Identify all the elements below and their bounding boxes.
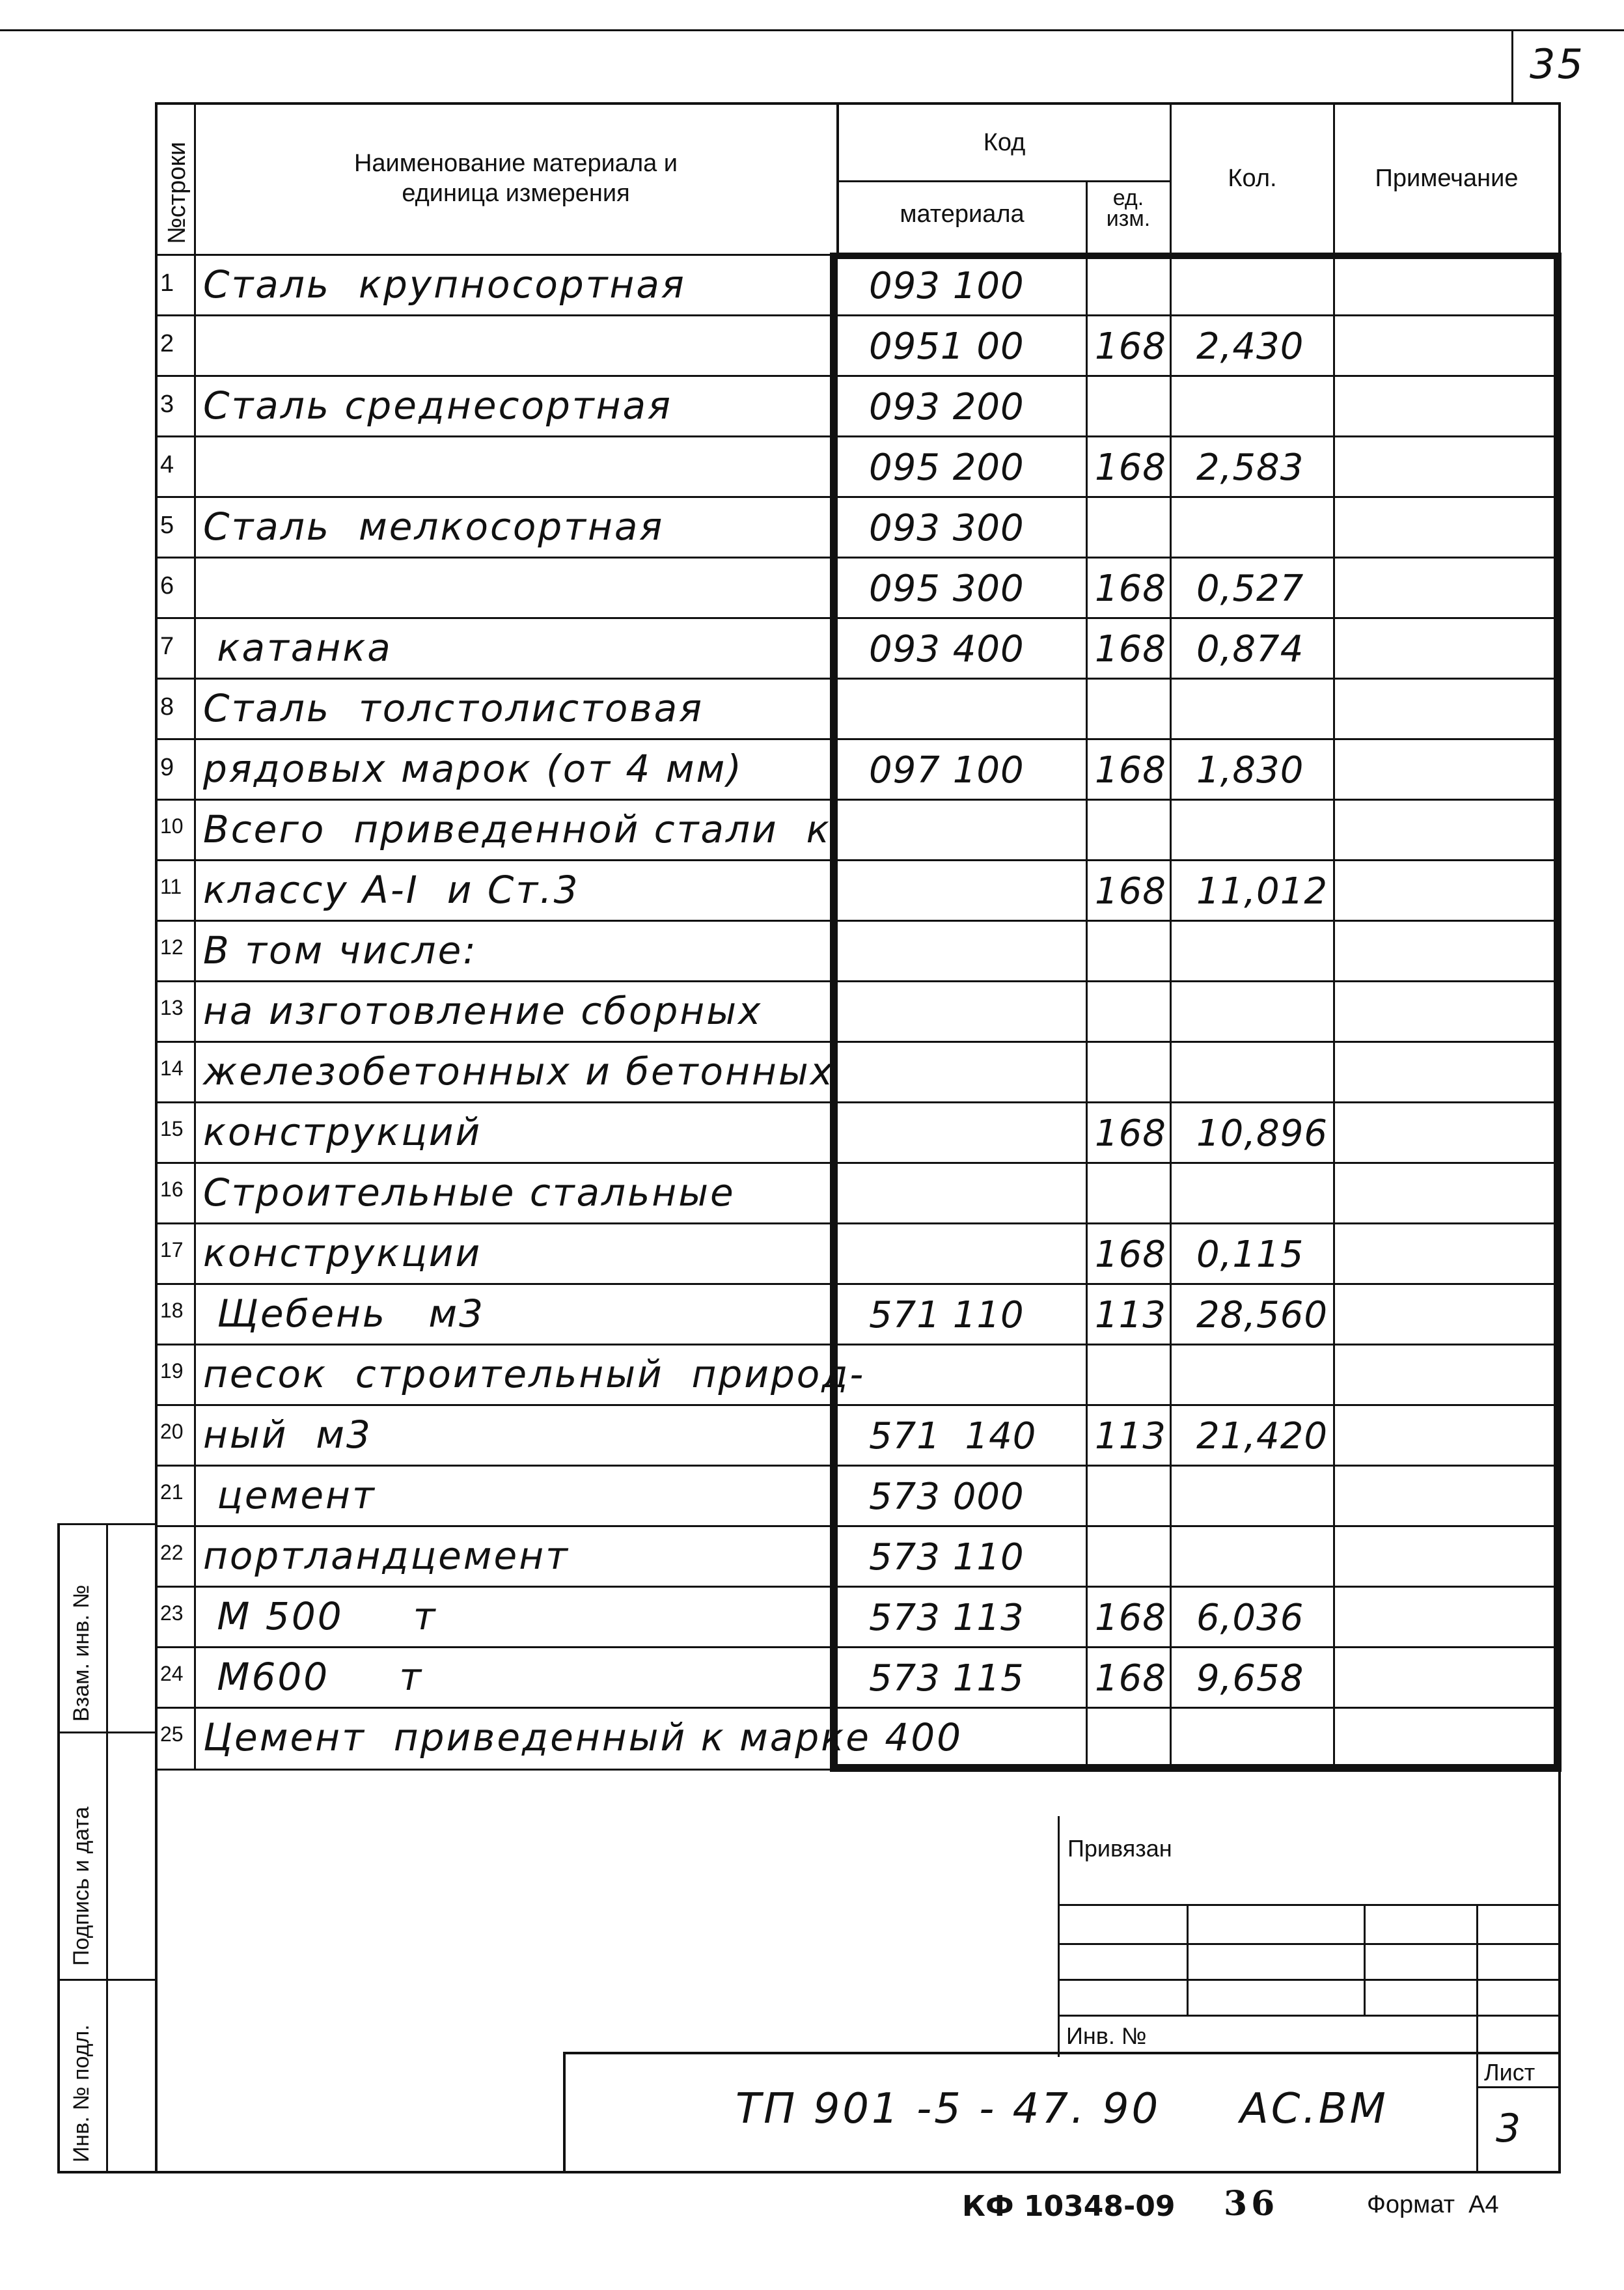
row-number: 20 — [160, 1420, 184, 1443]
material-name: Сталь среднесортная — [203, 383, 672, 428]
row-number: 4 — [160, 451, 174, 478]
material-name: Щебень м3 — [203, 1291, 486, 1336]
table-row — [0, 1284, 1624, 1345]
material-name: Строительные стальные — [203, 1170, 736, 1215]
material-name: железобетонных и бетонных — [203, 1049, 834, 1094]
unit-code: 113 — [1095, 1415, 1166, 1457]
quantity: 1,830 — [1196, 749, 1304, 792]
unit-code: 168 — [1095, 749, 1166, 792]
material-code: 093 400 — [869, 628, 1025, 670]
quantity: 11,012 — [1196, 870, 1328, 913]
row-number: 17 — [160, 1238, 184, 1262]
material-name: Сталь крупносортная — [203, 262, 686, 307]
material-name: Цемент приведенный к марке 400 — [203, 1715, 963, 1759]
table-row — [0, 921, 1624, 982]
material-code: 093 100 — [869, 265, 1025, 307]
quantity: 2,583 — [1196, 447, 1304, 489]
row-number: 1 — [160, 269, 174, 297]
row-number: 5 — [160, 512, 174, 539]
table-row — [0, 376, 1624, 437]
material-code: 0951 00 — [869, 325, 1025, 368]
sheet-number: 3 — [1496, 2106, 1523, 2151]
row-number: 22 — [160, 1541, 184, 1564]
table-row — [0, 1466, 1624, 1526]
quantity: 10,896 — [1196, 1112, 1328, 1155]
quantity: 2,430 — [1196, 325, 1304, 368]
quantity: 0,527 — [1196, 568, 1304, 610]
material-name: конструкций — [203, 1110, 482, 1154]
material-code: 573 113 — [869, 1597, 1025, 1639]
quantity: 0,874 — [1196, 628, 1304, 670]
header-quantity: Кол. — [1228, 165, 1277, 192]
unit-code: 113 — [1095, 1294, 1166, 1336]
quantity: 9,658 — [1196, 1657, 1304, 1700]
material-name: конструкции — [203, 1231, 482, 1275]
footer-format: Формат А4 — [1367, 2191, 1499, 2218]
table-row — [0, 316, 1624, 376]
material-code: 573 000 — [869, 1476, 1025, 1518]
header-unit-line2: изм. — [1106, 206, 1151, 232]
table-row — [0, 255, 1624, 316]
table-row — [0, 558, 1624, 618]
material-name: Всего приведенной стали к — [203, 807, 831, 851]
material-code: 093 200 — [869, 386, 1025, 428]
table-row — [0, 1345, 1624, 1405]
material-name: классу А-I и Ст.3 — [203, 868, 580, 912]
material-name: на изготовление сборных — [203, 989, 763, 1033]
header-name-line2: единица измерения — [402, 180, 630, 207]
row-number: 16 — [160, 1178, 184, 1201]
material-code: 573 115 — [869, 1657, 1025, 1700]
side-label-inv: Инв. № подл. — [69, 2024, 94, 2162]
material-name: В том числе: — [203, 928, 478, 973]
footer-number: 36 — [1224, 2184, 1279, 2224]
material-name: ный м3 — [203, 1413, 372, 1457]
unit-code: 168 — [1095, 447, 1166, 489]
row-number: 8 — [160, 693, 174, 721]
material-name: песок строительный природ- — [203, 1352, 866, 1396]
row-number: 7 — [160, 633, 174, 660]
table-row — [0, 1042, 1624, 1103]
page-number: 35 — [1530, 40, 1585, 88]
unit-code: 168 — [1095, 628, 1166, 670]
material-code: 571 140 — [869, 1415, 1037, 1457]
table-row — [0, 861, 1624, 921]
row-number: 9 — [160, 754, 174, 781]
material-code: 573 110 — [869, 1536, 1025, 1579]
table-row — [0, 1526, 1624, 1587]
unit-code: 168 — [1095, 870, 1166, 913]
quantity: 0,115 — [1196, 1234, 1304, 1276]
header-code: Код — [983, 129, 1026, 156]
row-number: 11 — [160, 875, 182, 898]
table-row — [0, 437, 1624, 497]
unit-code: 168 — [1095, 1597, 1166, 1639]
material-code: 097 100 — [869, 749, 1025, 792]
material-name: М600 т — [203, 1655, 424, 1699]
sheet-label: Лист — [1484, 2059, 1535, 2086]
header-unit-line1: ед. — [1112, 186, 1144, 210]
material-name: портландцемент — [203, 1534, 570, 1578]
row-number: 19 — [160, 1359, 184, 1383]
table-row — [0, 1648, 1624, 1708]
table-row — [0, 1103, 1624, 1163]
unit-code: 168 — [1095, 1234, 1166, 1276]
material-name: Сталь толстолистовая — [203, 686, 704, 730]
privyazan-label: Привязан — [1067, 1835, 1172, 1862]
side-label-zam: Взам. инв. № — [69, 1584, 94, 1722]
unit-code: 168 — [1095, 1657, 1166, 1700]
table-row — [0, 1405, 1624, 1466]
row-number: 21 — [160, 1480, 184, 1504]
material-code: 571 110 — [869, 1294, 1025, 1336]
table-row — [0, 1708, 1624, 1769]
row-number: 25 — [160, 1722, 184, 1746]
material-name: М 500 т — [203, 1594, 437, 1638]
row-number: 12 — [160, 935, 184, 959]
header-name-line1: Наименование материала и — [353, 150, 678, 177]
material-code: 095 200 — [869, 447, 1025, 489]
row-number: 23 — [160, 1601, 184, 1625]
unit-code: 168 — [1095, 325, 1166, 368]
unit-code: 168 — [1095, 568, 1166, 610]
table-row — [0, 497, 1624, 558]
material-name: рядовых марок (от 4 мм) — [203, 747, 743, 791]
table-row — [0, 679, 1624, 739]
row-number: 10 — [160, 814, 184, 838]
quantity: 28,560 — [1196, 1294, 1328, 1336]
material-code: 095 300 — [869, 568, 1025, 610]
unit-code: 168 — [1095, 1112, 1166, 1155]
row-number: 24 — [160, 1662, 184, 1685]
row-number: 15 — [160, 1117, 184, 1140]
inv-no-label: Инв. № — [1066, 2022, 1147, 2049]
table-row — [0, 1224, 1624, 1284]
table-row — [0, 982, 1624, 1042]
row-number: 13 — [160, 996, 184, 1019]
table-row — [0, 739, 1624, 800]
table-row — [0, 618, 1624, 679]
quantity: 6,036 — [1196, 1597, 1304, 1639]
document-designation: ТП 901 -5 - 47. 90 АС.ВМ — [736, 2085, 1388, 2133]
header-material: материала — [900, 200, 1025, 228]
table-row — [0, 800, 1624, 861]
table-row — [0, 1587, 1624, 1648]
material-name: цемент — [203, 1473, 376, 1517]
row-number: 18 — [160, 1299, 184, 1322]
side-label-sign: Подпись и дата — [69, 1806, 94, 1966]
row-number: 6 — [160, 572, 174, 600]
row-number: 2 — [160, 330, 174, 357]
row-number: 3 — [160, 391, 174, 418]
material-name: Сталь мелкосортная — [203, 504, 665, 549]
row-number: 14 — [160, 1056, 184, 1080]
header-note: Примечание — [1375, 165, 1519, 192]
material-code: 093 300 — [869, 507, 1025, 549]
table-row — [0, 1163, 1624, 1224]
quantity: 21,420 — [1196, 1415, 1328, 1457]
material-name: катанка — [203, 626, 392, 670]
header-row-number: №строки — [163, 141, 191, 244]
footer-code: КФ 10348-09 — [962, 2190, 1176, 2223]
